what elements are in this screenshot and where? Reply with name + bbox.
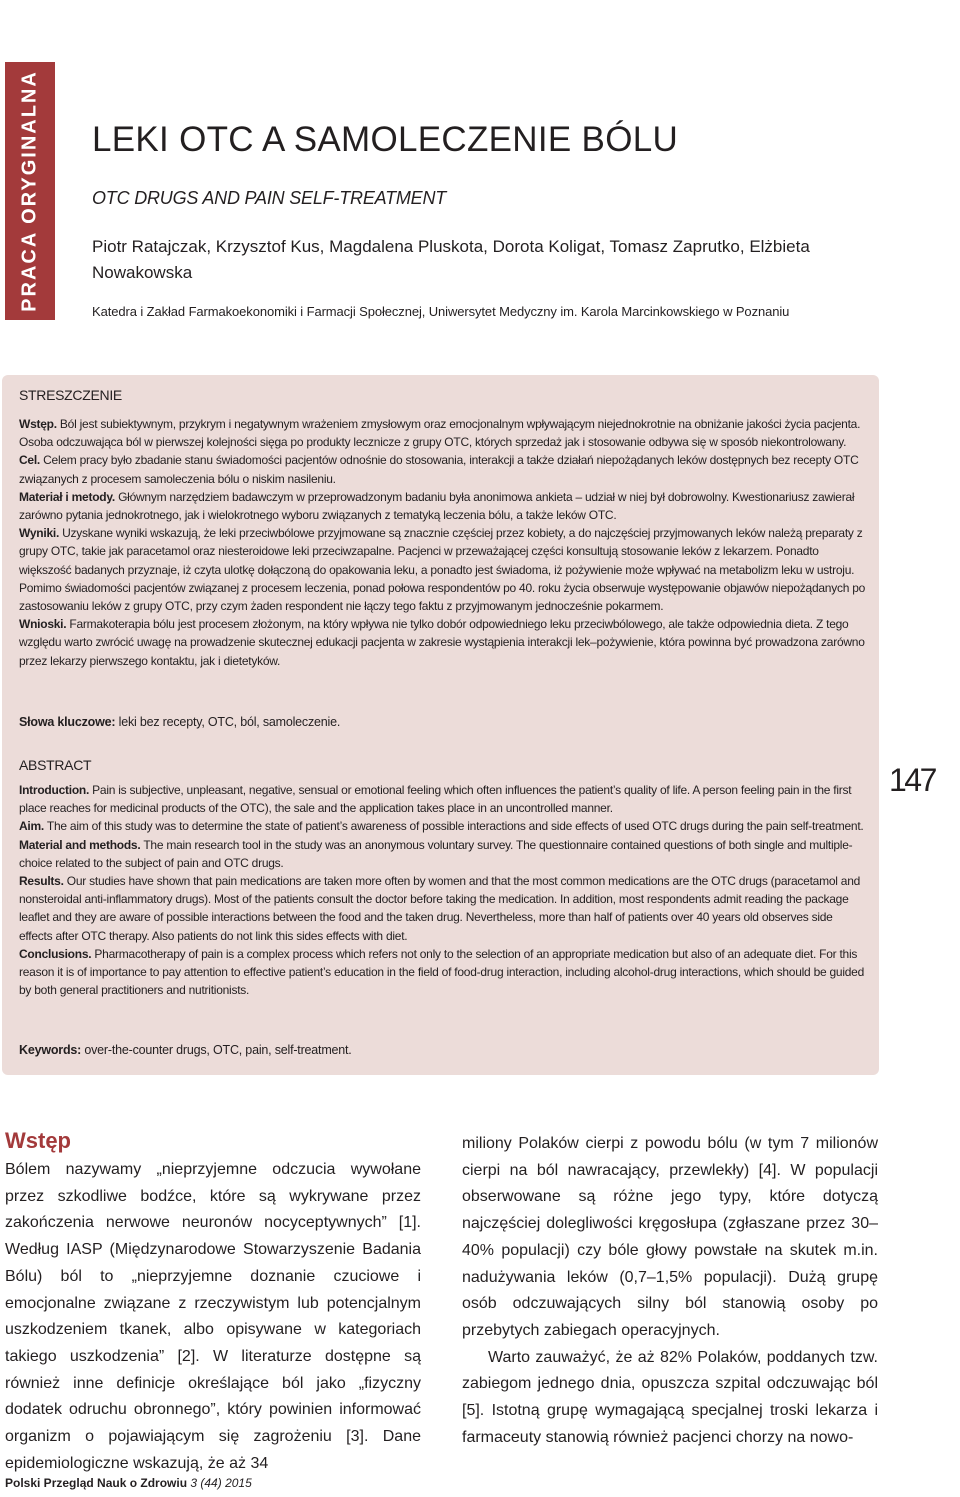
section-label-tab — [5, 62, 55, 320]
journal-footer — [5, 1476, 252, 1490]
abstract-body — [19, 781, 867, 999]
wyniki-text: Uzyskane wyniki wskazują, że leki przeciwbólowe przyjmowane są znacznie częściej przez kobiety, a do najczęściej przyjmowanych leków należą preparaty z grupy OTC, takie jak paracetamol oraz niesteroidowe leki przeciwzapalne. Pacjenci w przeważającej części konsultują stosowanie leków z lekarzem. Ponadto większość badanych przyznaje, iż czyta ulotkę dołączoną do opakowania leku, a ponadto jest świadoma, iż pożywienie może wpływać na metabolizm leku w ustroju. Pomimo świadomości pacjentów związanej z procesem leczenia, ponad połowa respondentów po 40. roku życia obserwuje występowanie objawów niepożądanych po zastosowaniu leków z grupy OTC, przy czym żaden respondent nie łączy tego faktu z przyjmowanym jednocześnie pokarmem. — [19, 526, 866, 614]
streszczenie-wnioski — [19, 615, 867, 670]
conclusions-label: Conclusions. — [19, 946, 92, 961]
abstract-box — [2, 375, 879, 1075]
affiliation: Katedra i Zakład Farmakoekonomiki i Farmacji Społecznej, Uniwersytet Medyczny im. Karola Marcinkowskiego w Poznaniu — [92, 304, 790, 319]
cel-label: Cel. — [19, 453, 41, 468]
material-text: Głównym narzędziem badawczym w przeprowadzonym badaniu była anonimowa ankieta – udział w niej był dobrowolny. Kwestionariusz zawierał zarówno pytania jednokrotnego, jak i wielokrotnego wyboru związanych z tematyką leczenia bólu, a także leków OTC. — [19, 489, 855, 523]
authors: Piotr Ratajczak, Krzysztof Kus, Magdalena Pluskota, Dorota Koligat, Tomasz Zaprutko, Elżbieta Nowakowska — [92, 237, 810, 282]
keywords-label-en: Keywords: — [19, 1043, 82, 1057]
conclusions-text: Pharmacotherapy of pain is a complex process which refers not only to the selection of an appropriate medication but also of an adequate diet. For this reason it is of importance to pay attention to effective patient’s education in the field of food-drug interaction, including alcohol-drug interactions, which should be guided by both general practitioners and nutritionists. — [19, 946, 865, 998]
wyniki-label: Wyniki. — [19, 526, 60, 541]
methods-text: The main research tool in the study was an anonymous voluntary survey. The questionnaire contained questions of both single and multiple-choice related to the subject of pain and OTC drugs. — [19, 837, 853, 870]
streszczenie-body — [19, 415, 867, 670]
streszczenie-keywords — [19, 715, 340, 729]
abstract-results — [19, 872, 867, 945]
intro-label: Introduction. — [19, 783, 90, 797]
methods-label: Material and methods. — [19, 837, 141, 852]
results-label: Results. — [19, 874, 64, 889]
material-label: Materiał i metody. — [19, 489, 115, 504]
abstract-aim — [19, 817, 867, 835]
body-column-left — [5, 1157, 421, 1477]
streszczenie-wstep — [19, 415, 867, 451]
keywords-text-pl: leki bez recepty, OTC, ból, samoleczenie. — [115, 715, 341, 729]
wnioski-label: Wnioski. — [19, 617, 67, 632]
streszczenie-cel — [19, 451, 867, 487]
streszczenie-wyniki — [19, 524, 867, 615]
abstract-keywords — [19, 1043, 352, 1057]
section-label: PRACA ORYGINALNA — [18, 70, 41, 312]
streszczenie-heading: STRESZCZENIE — [19, 387, 122, 403]
body-paragraph: Bólem nazywamy „nieprzyjemne odczucia wywołane przez szkodliwe bodźce, które są wykrywane przez zakończenia nerwowe neuronów nocyceptywnych” [1]. Według IASP (Międzynarodowe Stowarzyszenie Badania Bólu) ból to „nieprzyjemne doznanie czuciowe i emocjonalne związane z rzeczywistym lub potencjalnym uszkodzeniem tkanek, albo opisywane w kategoriach takiego uszkodzenia” [2]. W literaturze dostępne są również inne definicje określające ból jako „fizyczny dodatek odruchu obronnego”, który powinien informować organizm o pojawiającym się zagrożeniu [3]. Dane epidemiologiczne wskazują, że aż 34 — [5, 1161, 421, 1472]
article-subtitle: OTC DRUGS AND PAIN SELF-TREATMENT — [92, 188, 447, 208]
abstract-intro — [19, 781, 867, 817]
section-heading-wstep: Wstęp — [5, 1128, 71, 1153]
body-paragraph: miliony Polaków cierpi z powodu bólu (w tym 7 milionów cierpi na ból nawracający, przewlekły) [4]. W populacji obserwowane są różne jego typy, które dotyczą najczęściej dolegliwości kręgosłupa (zgłaszane przez 30–40% populacji) czy bóle głowy powstałe na skutek m.in. nadużywania leków (0,7–1,5% populacji). Dużą grupę osób odczuwających silny ból stanowią osoby po przebytych zabiegach operacyjnych. — [462, 1135, 878, 1339]
journal-issue: 3 (44) 2015 — [187, 1476, 252, 1490]
abstract-methods — [19, 836, 867, 872]
journal-name: Polski Przegląd Nauk o Zdrowiu — [5, 1476, 188, 1490]
page-number: 147 — [889, 762, 935, 798]
cel-text: Celem pracy było zbadanie stanu świadomości pacjentów odnośnie do stosowania, interakcji a także działań niepożądanych leków dostępnych bez recepty OTC związanych z procesem samoleczenia bólu o niskim nasileniu. — [19, 453, 859, 486]
article-title: LEKI OTC A SAMOLECZENIE BÓLU — [92, 120, 679, 159]
aim-label: Aim. — [19, 819, 45, 834]
wstep-text: Ból jest subiektywnym, przykrym i negatywnym wrażeniem zmysłowym oraz emocjonalnym wpływającym niejednokrotnie na obniżanie jakości życia pacjenta. Osoba odczuwająca ból w pierwszej kolejności sięga po produkty lecznicze z grupy OTC, których sprzedaż jak i stosowanie odbywa się w sposób niekontrolowany. — [19, 417, 861, 450]
results-text: Our studies have shown that pain medications are taken more often by women and that the most common medications are the OTC drugs (paracetamol and nonsteroidal anti-inflammatory drugs). Most of the patients consult the doctor before taking the medication. In addition, most respondents admit reading the package leaflet and they are aware of possible interactions between the food and the taken drug. Nevertheless, more than half of patients over 40 years old observes side effects after OTC therapy. Also patients do not link this sides effects with diet. — [19, 874, 861, 943]
body-paragraph: Warto zauważyć, że aż 82% Polaków, poddanych tzw. zabiegom jednego dnia, opuszcza szpital odczuwając ból [5]. Istotną grupę wymagającą specjalnej troski lekarza i farmaceuty stanowią również pacjenci chorzy na nowo- — [462, 1348, 878, 1446]
streszczenie-material — [19, 488, 867, 524]
abstract-heading: ABSTRACT — [19, 757, 92, 773]
abstract-conclusions — [19, 945, 867, 1000]
keywords-label-pl: Słowa kluczowe: — [19, 715, 116, 729]
wstep-label: Wstęp. — [19, 417, 57, 431]
wnioski-text: Farmakoterapia bólu jest procesem złożonym, na który wpływa nie tylko dobór odpowiedniego leku przeciwbólowego, ale także odpowiednia dieta. Z tego względu warto zwrócić uwagę na prowadzenie skutecznej edukacji pacjenta w zakresie wystąpienia interakcji lek–pożywienie, która powinna być prowadzona zarówno przez lekarzy pierwszego kontaktu, jak i dietetyków. — [19, 617, 865, 668]
keywords-text-en: over-the-counter drugs, OTC, pain, self-treatment. — [81, 1043, 352, 1057]
intro-text: Pain is subjective, unpleasant, negative, sensual or emotional feeling which often influences the patient’s quality of life. A person feeling pain in the first place reaches for medicinal products of the OTC), the sale and the application takes place in an uncontrolled manner. — [19, 783, 852, 816]
aim-text: The aim of this study was to determine the state of patient’s awareness of possible interactions and side effects of used OTC drugs during the pain self-treatment. — [44, 819, 864, 834]
body-column-right — [462, 1131, 878, 1451]
